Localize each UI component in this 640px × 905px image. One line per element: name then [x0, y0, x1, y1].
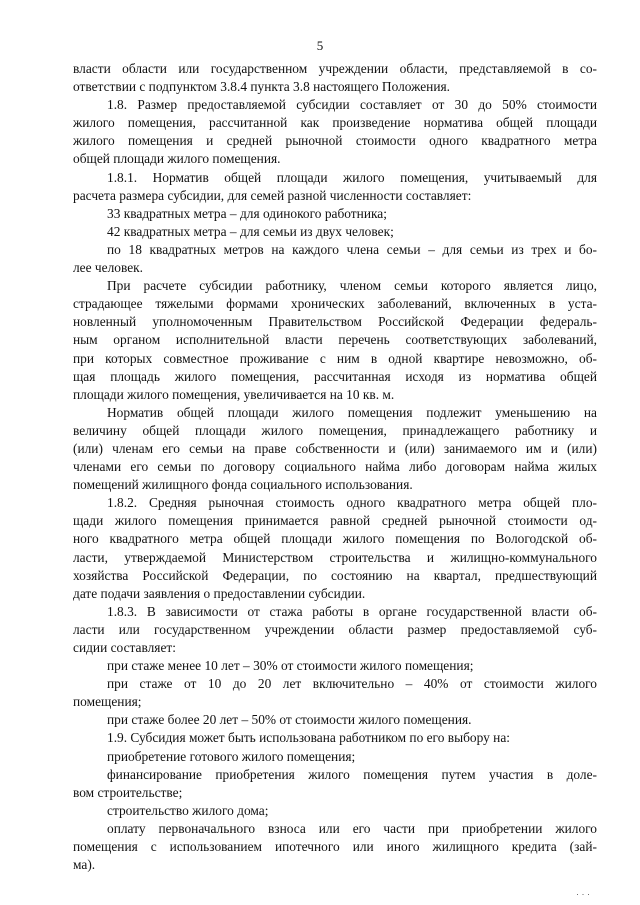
text-line: сидии составляет: [73, 640, 176, 655]
text-line: власти области или государственном учреждении области, представляемой в со- [73, 61, 597, 76]
text-line: 1.8. Размер предоставляемой субсидии составляет от 30 до 50% стоимости [107, 97, 597, 113]
text-line: 1.8.2. Средняя рыночная стоимость одного квадратного метра общей пло- [107, 495, 597, 511]
text-line: 42 квадратных метра – для семьи из двух человек; [107, 223, 394, 239]
page-number: 5 [316, 38, 324, 53]
text-line: оплату первоначального взноса или его части при приобретении жилого [107, 820, 597, 836]
text-line: При расчете субсидии работнику, членом семьи которого является лицо, [107, 278, 597, 294]
document-body [73, 60, 597, 874]
text-line: новленный уполномоченным Правительством Российской Федерации федераль- [73, 314, 597, 330]
text-line: при стаже более 20 лет – 50% от стоимости жилого помещения. [107, 712, 472, 728]
text-line: помещения; [73, 694, 142, 710]
text-line: хозяйства Российской Федерации, по состоянию на квартал, предшествующий [73, 567, 597, 583]
text-line: 1.8.3. В зависимости от стажа работы в органе государственной власти об- [107, 603, 597, 619]
text-line: жилого помещения и средней рыночной стоимости одного квадратного метра [73, 133, 597, 149]
text-line: дате подачи заявления о предоставлении субсидии. [73, 585, 366, 601]
text-line: ного квадратного метра общей площади жилого помещения по Вологодской об- [73, 531, 597, 547]
text-line: приобретение готового жилого помещения; [107, 748, 356, 764]
text-line: расчета размера субсидии, для семей разной численности составляет: [73, 187, 472, 203]
text-line: величину общей площади жилого помещения, принадлежащего работнику и [73, 422, 597, 438]
text-line: финансирование приобретения жилого помещения путем участия в долe- [107, 766, 597, 782]
text-line: ма). [73, 857, 96, 873]
text-line: ответствии с подпунктом 3.8.4 пункта 3.8 настоящего Положения. [73, 79, 450, 95]
text-line: при стаже менее 10 лет – 30% от стоимости жилого помещения; [107, 658, 474, 674]
text-line: помещений жилищного фонда социального использования. [73, 477, 413, 493]
text-line: жилого помещения, рассчитанной как произведение норматива общей площади [73, 115, 597, 131]
text-line: по 18 квадратных метров на каждого члена семьи – для семьи из трех и бо- [107, 241, 597, 257]
text-line: вом строительстве; [73, 784, 183, 800]
text-line: 1.8.1. Норматив общей площади жилого помещения, учитываемый для [107, 169, 597, 185]
text-line: строительство жилого дома; [107, 802, 269, 818]
text-line: ласти или государственном учреждении области размер предоставляемой суб- [73, 621, 597, 637]
text-line: (или) членам его семьи на праве собственности и (или) занимаемого им и (или) [73, 440, 597, 456]
text-line: при стаже от 10 до 20 лет включительно – 40% от стоимости жилого [107, 676, 597, 692]
text-line: лее человек. [73, 260, 144, 276]
text-line: 33 квадратных метра – для одинокого работника; [107, 205, 387, 221]
text-line: щая площадь жилого помещения, рассчитанная исходя из норматива общей [73, 368, 597, 384]
text-line: общей площади жилого помещения. [73, 151, 281, 167]
text-line: помещения с использованием ипотечного или иного жилищного кредита (зай- [73, 839, 597, 855]
corner-mark: · · · [576, 889, 590, 899]
text-line: при которых совместное проживание с ним в одной квартире невозможно, об- [73, 350, 597, 366]
text-line: членами его семьи по договору социального найма либо договорам найма жилых [73, 459, 597, 475]
text-line: страдающее тяжелыми формами хронических заболеваний, включенных в уста- [73, 296, 597, 312]
text-line: ным органом исполнительной власти перечень соответствующих заболеваний, [73, 332, 597, 348]
text-line: Норматив общей площади жилого помещения подлежит уменьшению на [107, 404, 597, 420]
text-line: щади жилого помещения принимается равной средней рыночной стоимости од- [73, 513, 597, 529]
text-line: ласти, утверждаемой Министерством строительства и жилищно-коммунального [73, 549, 597, 565]
text-line: площади жилого помещения, увеличивается на 10 кв. м. [73, 386, 395, 402]
text-line: 1.9. Субсидия может быть использована работником по его выбору на: [107, 730, 510, 746]
